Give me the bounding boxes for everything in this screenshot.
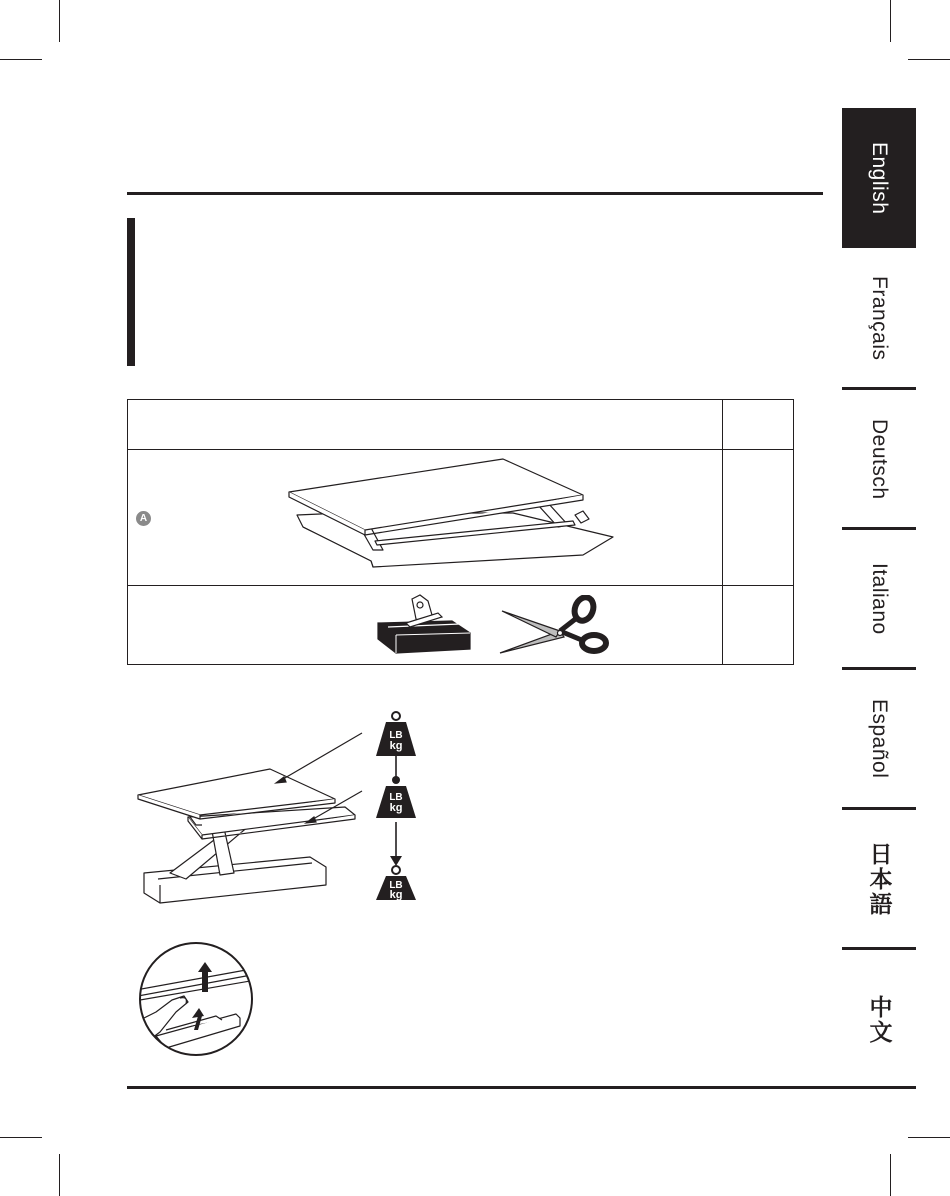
standing-desk-illustration (130, 725, 370, 910)
weight-unit-kg: kg (389, 802, 403, 814)
package-contents-table (127, 399, 794, 665)
table-divider (722, 400, 723, 664)
weight-capacity-icons (374, 710, 420, 905)
tab-espanol-label: Español (868, 699, 891, 779)
crop-mark (59, 0, 60, 42)
scissors-icon (498, 595, 618, 657)
weight-unit-lb: LB (389, 880, 403, 891)
tab-italiano[interactable] (842, 530, 916, 668)
weight-unit-kg: kg (389, 889, 403, 901)
tab-deutsch-label: Deutsch (868, 418, 891, 500)
crop-mark (0, 1137, 42, 1138)
weight-unit-kg: kg (389, 740, 403, 752)
tab-deutsch[interactable] (842, 390, 916, 528)
lift-handle-detail (136, 940, 256, 1058)
table-divider (128, 585, 793, 586)
part-a-badge: A (136, 511, 151, 526)
tab-english[interactable] (842, 108, 916, 248)
crop-mark (0, 59, 42, 60)
tab-chinese-label: 中文 (865, 995, 892, 1045)
footer-rule (127, 1086, 916, 1089)
tab-japanese-label: 日本語 (865, 841, 892, 917)
safety-section-bar (127, 218, 135, 366)
tab-english-label: English (868, 141, 891, 215)
crop-mark (908, 1137, 950, 1138)
weight-unit-lb: LB (389, 792, 403, 803)
tab-chinese[interactable] (842, 950, 916, 1090)
crop-mark (890, 0, 891, 42)
tab-japanese[interactable] (842, 810, 916, 948)
tab-francais-label: Français (868, 275, 891, 361)
tab-francais[interactable] (842, 248, 916, 388)
crop-mark (59, 1154, 60, 1196)
weight-unit-lb: LB (389, 730, 403, 741)
tab-espanol[interactable] (842, 670, 916, 808)
table-divider (128, 449, 793, 450)
crop-mark (908, 59, 950, 60)
header-rule (127, 192, 823, 195)
tab-italiano-label: Italiano (868, 563, 891, 635)
toolbox-icon (376, 593, 476, 661)
crop-mark (890, 1154, 891, 1196)
desk-converter-illustration (283, 455, 623, 580)
